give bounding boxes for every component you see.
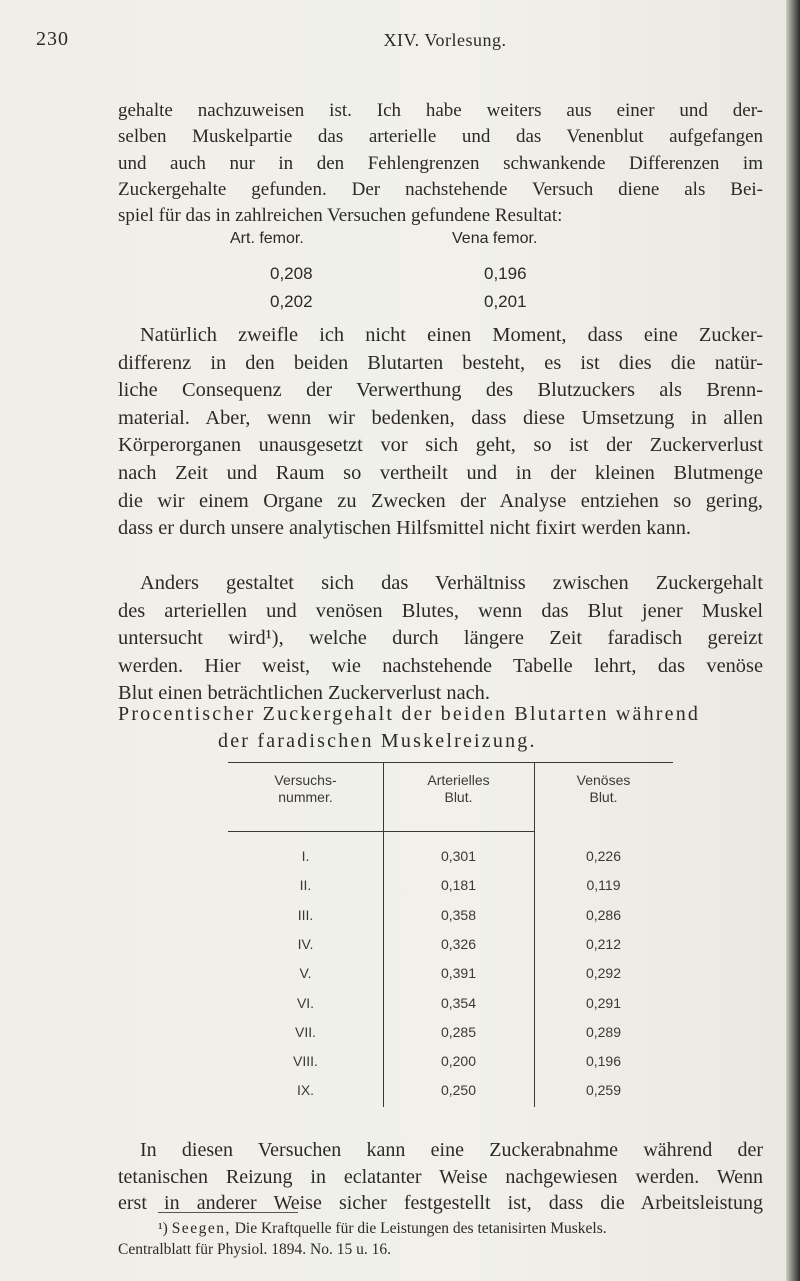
cell-venoeses-blut: 0,289 xyxy=(585,1023,622,1040)
header-line: Arterielles xyxy=(427,772,490,788)
table-header-rule xyxy=(228,831,534,832)
header-line: Versuchs- xyxy=(274,772,337,788)
text-line: des arteriellen und venösen Blutes, wenn das Blut jener Muskel xyxy=(118,599,763,622)
text-line: dass er durch unsere analytischen Hilfsmittel nicht fixirt werden kann. xyxy=(118,517,692,540)
footnote-line xyxy=(118,1218,763,1239)
cell-arterielles-blut: 0,301 xyxy=(440,848,477,864)
cell-venoeses-blut: 0,292 xyxy=(585,965,622,982)
text-line: werden. Hier weist, wie nachstehende Tabelle lehrt, das venöse xyxy=(118,654,763,677)
cell-versuchsnummer: IV. xyxy=(297,935,314,952)
value-vena-femor: 0,196 xyxy=(484,264,527,283)
footnote xyxy=(118,1218,763,1260)
text-line: Zuckergehalte gefunden. Der nachstehende Versuch diene als Bei- xyxy=(118,178,763,200)
mini-table-row xyxy=(180,292,660,318)
footnote-text: Die Kraftquelle für die Leistungen des tetanisirten Muskels. xyxy=(234,1220,607,1237)
text-line: Natürlich zweifle ich nicht einen Moment, dass eine Zucker- xyxy=(140,324,763,346)
table-top-rule xyxy=(228,762,673,763)
sugar-content-table xyxy=(228,762,673,1132)
text-line: tetanischen Reizung in eclatanter Weise nachgewiesen werden. Wenn xyxy=(118,1165,763,1188)
mini-table-header xyxy=(180,230,660,254)
caption-line: der faradischen Muskelreizung. xyxy=(218,730,537,752)
paragraph-1 xyxy=(118,98,763,229)
cell-versuchsnummer: V. xyxy=(299,965,312,982)
column-header-vena-femor: Vena femor. xyxy=(452,230,538,247)
text-line: Körperorganen unausgesetzt vor sich geht, so ist der Zuckerverlust xyxy=(118,434,763,457)
cell-venoeses-blut: 0,226 xyxy=(585,848,622,864)
header-venoeses-blut xyxy=(534,772,673,806)
text-line: material. Aber, wenn wir bedenken, dass diese Umsetzung in allen xyxy=(118,406,763,429)
value-art-femor: 0,208 xyxy=(270,264,313,283)
caption-line: Procentischer Zuckergehalt der beiden Blutarten während xyxy=(118,703,701,725)
mini-table-row xyxy=(180,264,660,290)
cell-venoeses-blut: 0,119 xyxy=(586,877,621,894)
cell-arterielles-blut: 0,358 xyxy=(440,906,477,923)
cell-venoeses-blut: 0,286 xyxy=(585,906,622,923)
cell-versuchsnummer: VIII. xyxy=(293,1053,318,1070)
header-line: nummer. xyxy=(278,789,333,805)
value-vena-femor: 0,201 xyxy=(484,292,527,311)
header-line: Venöses xyxy=(576,772,631,788)
cell-versuchsnummer: I. xyxy=(301,848,310,864)
text-line: gehalte nachzuweisen ist. Ich habe weiters aus einer und der- xyxy=(118,100,763,121)
text-line: Anders gestaltet sich das Verhältniss zwischen Zuckergehalt xyxy=(140,572,763,594)
header-versuchsnummer xyxy=(228,772,383,806)
cell-venoeses-blut: 0,259 xyxy=(585,1082,622,1099)
header-line: Blut. xyxy=(589,789,618,805)
book-spine-edge xyxy=(786,0,800,1281)
footnote-rule xyxy=(158,1212,298,1213)
text-line: untersucht wird¹), welche durch längere Zeit faradisch gereizt xyxy=(118,627,763,650)
cell-arterielles-blut: 0,200 xyxy=(440,1053,477,1070)
text-line: nach Zeit und Raum so vertheilt und in der kleinen Blutmenge xyxy=(118,461,763,484)
cell-arterielles-blut: 0,250 xyxy=(440,1082,477,1099)
cell-arterielles-blut: 0,391 xyxy=(440,965,477,982)
header-line: Blut. xyxy=(444,789,473,805)
page-header xyxy=(0,22,786,62)
paragraph-4 xyxy=(118,1137,763,1217)
cell-venoeses-blut: 0,291 xyxy=(585,994,622,1011)
cell-arterielles-blut: 0,181 xyxy=(440,877,477,894)
cell-arterielles-blut: 0,326 xyxy=(440,935,477,952)
cell-venoeses-blut: 0,212 xyxy=(585,935,622,952)
cell-versuchsnummer: II. xyxy=(299,877,312,894)
cell-versuchsnummer: VI. xyxy=(296,994,315,1011)
text-line: erst in anderer Weise sicher festgestellt ist, dass die Arbeitsleistung xyxy=(118,1192,763,1214)
cell-versuchsnummer: VII. xyxy=(294,1023,316,1040)
column-header-art-femor: Art. femor. xyxy=(230,230,304,247)
cell-venoeses-blut: 0,196 xyxy=(585,1053,622,1070)
text-line: differenz in den beiden Blutarten besteht, es ist dies die natür- xyxy=(118,351,763,374)
cell-arterielles-blut: 0,285 xyxy=(440,1023,477,1040)
paragraph-2 xyxy=(118,322,763,543)
text-line: In diesen Versuchen kann eine Zuckerabnahme während der xyxy=(140,1139,763,1161)
header-arterielles-blut xyxy=(383,772,534,806)
footnote-line: Centralblatt für Physiol. 1894. No. 15 u. 16. xyxy=(118,1241,391,1258)
text-line: Blut einen beträchtlichen Zuckerverlust nach. xyxy=(118,682,490,705)
text-line: und auch nur in den Fehlengrenzen schwankende Differenzen im xyxy=(118,152,763,174)
text-line: die wir einem Organe zu Zwecken der Analyse entziehen so gering, xyxy=(118,489,763,512)
cell-arterielles-blut: 0,354 xyxy=(440,994,477,1011)
page-number: 230 xyxy=(36,28,69,50)
text-line: spiel für das in zahlreichen Versuchen gefundene Resultat: xyxy=(118,205,563,227)
running-head: XIV. Vorlesung. xyxy=(383,30,507,50)
table-caption xyxy=(118,701,763,755)
cell-versuchsnummer: IX. xyxy=(296,1082,315,1099)
value-art-femor: 0,202 xyxy=(270,292,313,311)
text-line: selben Muskelpartie das arterielle und das Venenblut aufgefangen xyxy=(118,126,763,148)
footnote-marker: ¹) xyxy=(158,1220,168,1237)
cell-versuchsnummer: III. xyxy=(297,906,314,923)
text-line: liche Consequenz der Verwerthung des Blutzuckers als Brenn- xyxy=(118,379,763,402)
footnote-author: Seegen, xyxy=(171,1220,231,1237)
paragraph-3 xyxy=(118,570,763,708)
